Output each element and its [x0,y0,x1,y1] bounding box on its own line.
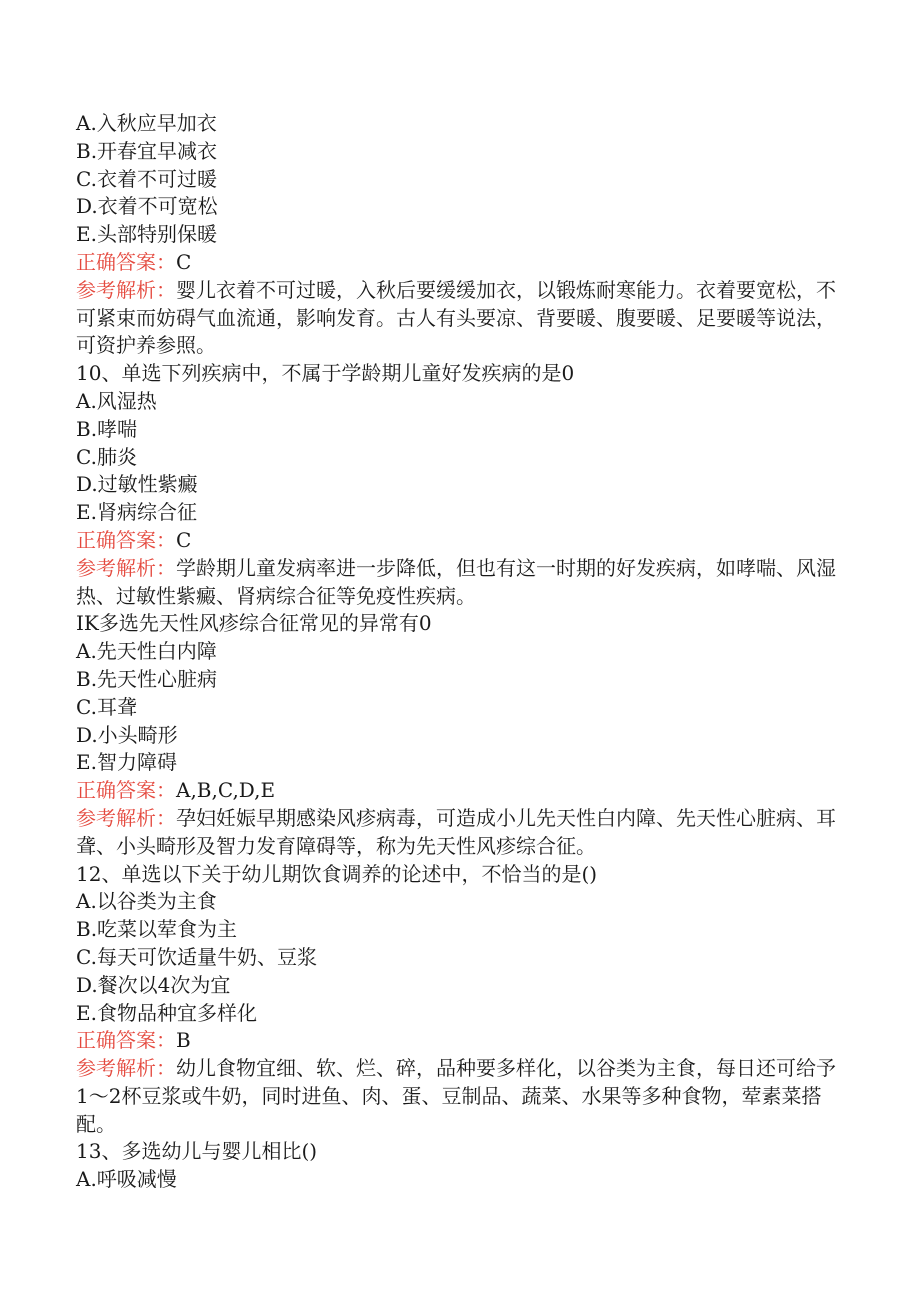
option-b: B.开春宜早减衣 [76,138,218,163]
question-stem: IK多选先天性风疹综合征常见的异常有0 [76,611,432,636]
answer-line [76,527,836,555]
explanation-text: 学龄期儿童发病率进一步降低，但也有这一时期的好发疾病，如哮喘、风湿热、过敏性紫癜、肾病综合征等免疫性疾病。 [76,555,836,608]
question-12 [76,861,836,1139]
document-page [76,110,836,1194]
question-10 [76,360,836,610]
explanation-text: 孕妇妊娠早期感染风疹病毒，可造成小儿先天性白内障、先天性心脏病、耳聋、小头畸形及智力发育障碍等，称为先天性风疹综合征。 [76,805,836,858]
question-block-prev [76,110,836,360]
answer-label: 正确答案： [76,778,176,803]
question-stem: 12、单选以下关于幼儿期饮食调养的论述中，不恰当的是() [76,861,598,886]
option-a: A.风湿热 [76,388,157,413]
option-d: D.小头畸形 [76,722,178,747]
option-e: E.智力障碍 [76,750,177,775]
explanation-line [76,1055,836,1138]
option-c: C.衣着不可过暖 [76,166,217,191]
question-13 [76,1138,836,1194]
answer-value: B [176,1028,191,1053]
answer-line [76,777,836,805]
option-b: B.哮喘 [76,416,138,441]
option-d: D.衣着不可宽松 [76,194,218,219]
answer-value: A,B,C,D,E [176,778,276,803]
explanation-text: 婴儿衣着不可过暖，入秋后要缓缓加衣，以锻炼耐寒能力。衣着要宽松，不可紧束而妨碍气血流通，影响发育。古人有头要凉、背要暖、腹要暖、足要暖等说法，可资护养参照。 [76,277,836,358]
option-e: E.肾病综合征 [76,500,197,525]
explanation-label: 参考解析： [76,1056,176,1081]
option-a: A.呼吸减慢 [76,1167,177,1192]
option-a: A.先天性白内障 [76,639,217,664]
option-c: C.耳聋 [76,694,137,719]
option-a: A.入秋应早加衣 [76,111,217,135]
option-c: C.每天可饮适量牛奶、豆浆 [76,944,317,969]
option-b: B.吃菜以荤食为主 [76,917,238,942]
explanation-line [76,555,836,611]
question-11 [76,610,836,860]
option-d: D.餐次以4次为宜 [76,972,231,997]
question-stem: 10、单选下列疾病中，不属于学龄期儿童好发疾病的是0 [76,361,575,386]
option-e: E.食物品种宜多样化 [76,1000,257,1025]
option-b: B.先天性心脏病 [76,666,218,691]
answer-value: C [176,249,192,274]
explanation-label: 参考解析： [76,805,176,830]
explanation-text: 幼儿食物宜细、软、烂、碎，品种要多样化，以谷类为主食，每日还可给予1～2杯豆浆或牛奶，同时进鱼、肉、蛋、豆制品、蔬菜、水果等多种食物，荤素菜搭配。 [76,1056,836,1136]
explanation-line [76,805,836,861]
option-a: A.以谷类为主食 [76,889,217,914]
explanation-line [76,277,836,360]
explanation-label: 参考解析： [76,277,176,302]
option-e: E.头部特别保暖 [76,222,217,247]
answer-label: 正确答案： [76,249,176,274]
question-stem: 13、多选幼儿与婴儿相比() [76,1139,318,1164]
answer-line [76,1027,836,1055]
answer-label: 正确答案： [76,1028,176,1053]
answer-label: 正确答案： [76,527,176,552]
answer-line [76,249,836,277]
answer-value: C [176,527,192,552]
option-c: C.肺炎 [76,444,137,469]
option-d: D.过敏性紫癜 [76,472,198,497]
explanation-label: 参考解析： [76,555,176,580]
